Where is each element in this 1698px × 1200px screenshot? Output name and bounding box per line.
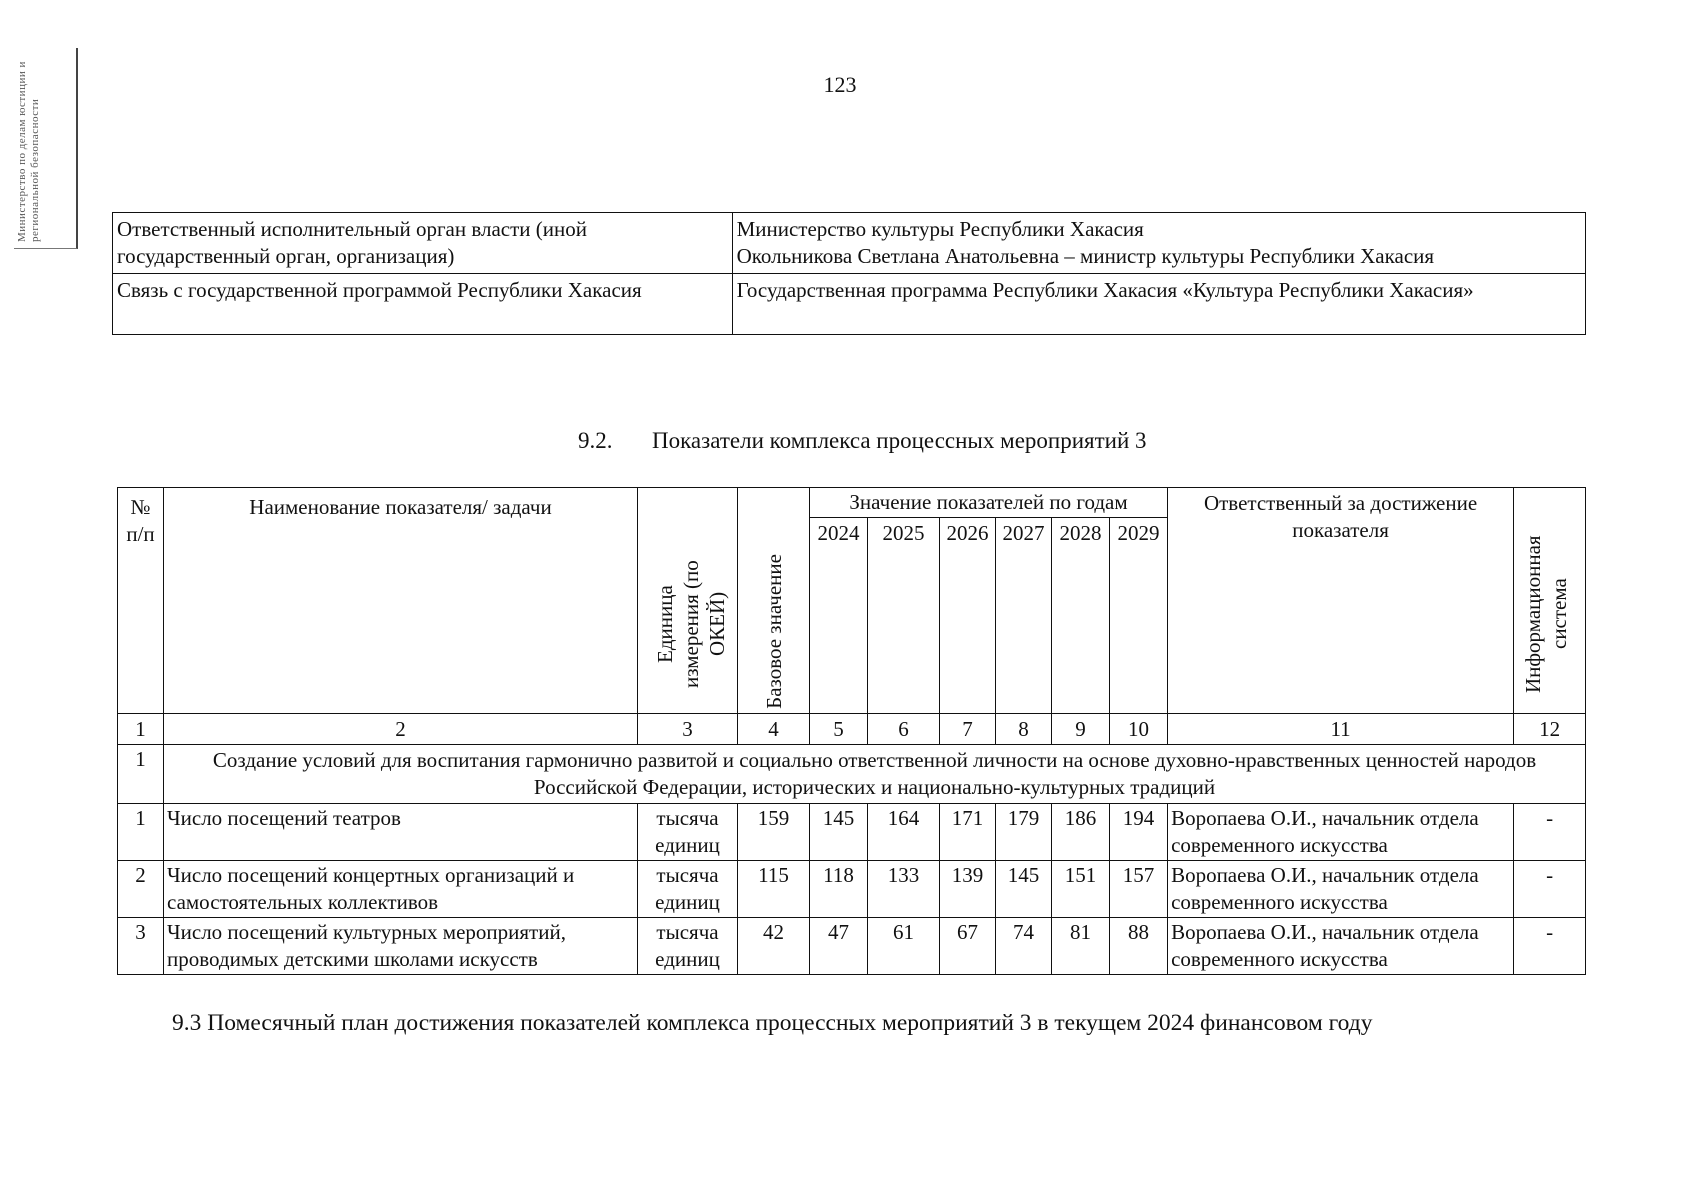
row-name: Число посещений концертных организаций и самостоятельных коллективов bbox=[164, 861, 638, 918]
row-value-2024: 47 bbox=[810, 918, 868, 975]
stamp-text: Министерство по делам юстиции и региональной безопасности bbox=[16, 61, 41, 242]
info-row2-label: Связь с государственной программой Республики Хакасия bbox=[113, 274, 733, 335]
header-info-system-text: Информационная система bbox=[1520, 535, 1571, 693]
section-title-text: Показатели комплекса процессных мероприятий 3 bbox=[652, 428, 1147, 453]
column-number: 8 bbox=[996, 714, 1052, 745]
row-value-2025: 164 bbox=[868, 804, 940, 861]
header-year-2029: 2029 bbox=[1110, 518, 1168, 714]
row-info-system: - bbox=[1514, 861, 1586, 918]
column-number: 9 bbox=[1052, 714, 1110, 745]
row-value-2027: 74 bbox=[996, 918, 1052, 975]
row-value-2028: 186 bbox=[1052, 804, 1110, 861]
column-number: 2 bbox=[164, 714, 638, 745]
row-responsible: Воропаева О.И., начальник отдела современного искусства bbox=[1168, 861, 1514, 918]
row-value-2029: 88 bbox=[1110, 918, 1168, 975]
row-value-2026: 139 bbox=[940, 861, 996, 918]
info-table bbox=[112, 212, 1586, 335]
column-number: 4 bbox=[738, 714, 810, 745]
indicators-table bbox=[117, 487, 1586, 975]
column-numbers-row bbox=[118, 714, 1586, 745]
row-num: 1 bbox=[118, 804, 164, 861]
row-value-2026: 171 bbox=[940, 804, 996, 861]
info-row2-value: Государственная программа Республики Хакасия «Культура Республики Хакасия» bbox=[732, 274, 1585, 335]
row-value-2025: 61 bbox=[868, 918, 940, 975]
task-text: Создание условий для воспитания гармонично развитой и социально ответственной личности на основе духовно-нравственных ценностей народов Российской Федерации, исторических и национально-культурных традиций bbox=[164, 745, 1586, 804]
column-number: 1 bbox=[118, 714, 164, 745]
page-number: 123 bbox=[823, 72, 857, 97]
row-value-2028: 151 bbox=[1052, 861, 1110, 918]
table-row bbox=[118, 804, 1586, 861]
row-base: 159 bbox=[738, 804, 810, 861]
column-number: 3 bbox=[638, 714, 738, 745]
row-unit: тысяча единиц bbox=[638, 861, 738, 918]
footer-title: 9.3 Помесячный план достижения показателей комплекса процессных мероприятий 3 в текущем 2024 финансовом году bbox=[172, 1010, 1373, 1036]
column-number: 5 bbox=[810, 714, 868, 745]
column-number: 11 bbox=[1168, 714, 1514, 745]
header-num: № п/п bbox=[118, 488, 164, 714]
section-number: 9.2. bbox=[578, 428, 613, 453]
header-year-2026: 2026 bbox=[940, 518, 996, 714]
row-value-2025: 133 bbox=[868, 861, 940, 918]
row-responsible: Воропаева О.И., начальник отдела современного искусства bbox=[1168, 918, 1514, 975]
row-value-2024: 145 bbox=[810, 804, 868, 861]
table-row bbox=[118, 861, 1586, 918]
row-info-system: - bbox=[1514, 804, 1586, 861]
section-title bbox=[578, 428, 1147, 454]
header-year-2024: 2024 bbox=[810, 518, 868, 714]
row-unit: тысяча единиц bbox=[638, 918, 738, 975]
row-value-2027: 145 bbox=[996, 861, 1052, 918]
row-value-2029: 194 bbox=[1110, 804, 1168, 861]
info-row1-label: Ответственный исполнительный орган власти (иной государственный орган, организация) bbox=[113, 213, 733, 274]
row-value-2027: 179 bbox=[996, 804, 1052, 861]
header-year-2027: 2027 bbox=[996, 518, 1052, 714]
row-info-system: - bbox=[1514, 918, 1586, 975]
header-row bbox=[118, 488, 1586, 518]
column-number: 7 bbox=[940, 714, 996, 745]
header-name: Наименование показателя/ задачи bbox=[164, 488, 638, 714]
info-row1-value-line2: Окольникова Светлана Анатольевна – министр культуры Республики Хакасия bbox=[736, 244, 1435, 268]
row-value-2029: 157 bbox=[1110, 861, 1168, 918]
header-unit bbox=[638, 488, 738, 714]
header-info-system bbox=[1514, 488, 1586, 714]
info-row1-value-line1: Министерство культуры Республики Хакасия bbox=[736, 217, 1144, 241]
column-number: 10 bbox=[1110, 714, 1168, 745]
header-base bbox=[738, 488, 810, 714]
column-number: 6 bbox=[868, 714, 940, 745]
row-base: 42 bbox=[738, 918, 810, 975]
row-responsible: Воропаева О.И., начальник отдела современного искусства bbox=[1168, 804, 1514, 861]
row-name: Число посещений культурных мероприятий, проводимых детскими школами искусств bbox=[164, 918, 638, 975]
info-row-program bbox=[113, 274, 1586, 335]
column-number: 12 bbox=[1514, 714, 1586, 745]
row-value-2026: 67 bbox=[940, 918, 996, 975]
header-year-2028: 2028 bbox=[1052, 518, 1110, 714]
row-base: 115 bbox=[738, 861, 810, 918]
header-responsible: Ответственный за достижение показателя bbox=[1168, 488, 1514, 714]
info-row-responsible bbox=[113, 213, 1586, 274]
row-value-2024: 118 bbox=[810, 861, 868, 918]
info-row1-value bbox=[732, 213, 1585, 274]
header-unit-text: Единица измерения (по ОКЕЙ) bbox=[652, 560, 729, 688]
side-stamp bbox=[14, 48, 78, 249]
header-values-group: Значение показателей по годам bbox=[810, 488, 1168, 518]
row-value-2028: 81 bbox=[1052, 918, 1110, 975]
header-year-2025: 2025 bbox=[868, 518, 940, 714]
header-base-text: Базовое значение bbox=[761, 554, 786, 709]
table-row bbox=[118, 918, 1586, 975]
row-name: Число посещений театров bbox=[164, 804, 638, 861]
row-unit: тысяча единиц bbox=[638, 804, 738, 861]
task-row bbox=[118, 745, 1586, 804]
task-num: 1 bbox=[118, 745, 164, 804]
row-num: 3 bbox=[118, 918, 164, 975]
row-num: 2 bbox=[118, 861, 164, 918]
